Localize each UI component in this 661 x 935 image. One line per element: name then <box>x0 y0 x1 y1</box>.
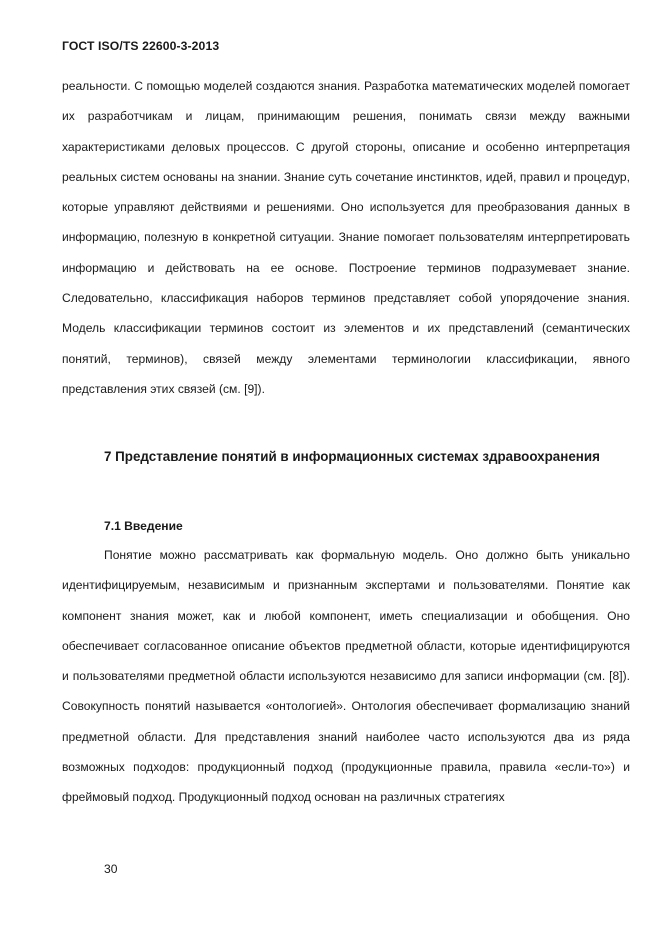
section-heading: 7 Представление понятий в информационных системах здравоохранения <box>104 449 600 464</box>
body-paragraph: Понятие можно рассматривать как формальную модель. Оно должно быть уникально идентифицируемым, независимым и признанным экспертами и пользователями. Понятие как компонент знания может, как и любой компонент, иметь специализации и обобщения. Оно обеспечивает согласованное описание объектов предметной области, которые идентифицируются и пользователями предметной области используются независимо для записи информации (см. [8]). Совокупность понятий называется «онтологией». Онтология обеспечивает формализацию знаний предметной области. Для представления знаний наиболее часто используются два из ряда возможных подходов: продукционный подход (продукционные правила, правила «если-то») и фреймовый подход. Продукционный подход основан на различных стратегиях <box>62 548 630 805</box>
subsection-heading: 7.1 Введение <box>104 519 183 533</box>
document-header: ГОСТ ISO/TS 22600-3-2013 <box>62 39 220 53</box>
body-paragraph: реальности. С помощью моделей создаются знания. Разработка математических моделей помогает их разработчикам и лицам, принимающим решения, понимать связи между важными характеристиками деловых процессов. С другой стороны, описание и особенно интерпретация реальных систем основаны на знании. Знание суть сочетание инстинктов, идей, правил и процедур, которые управляют действиями и решениями. Оно используется для преобразования данных в информацию, полезную в конкретной ситуации. Знание помогает пользователям интерпретировать информацию и действовать на ее основе. Построение терминов подразумевает знание. Следовательно, классификация наборов терминов представляет собой упорядочение знания. Модель классификации терминов состоит из элементов и их представлений (семантических понятий, терминов), связей между элементами терминологии классификации, явного представления этих связей (см. [9]). <box>62 79 630 396</box>
page-number: 30 <box>104 862 118 876</box>
